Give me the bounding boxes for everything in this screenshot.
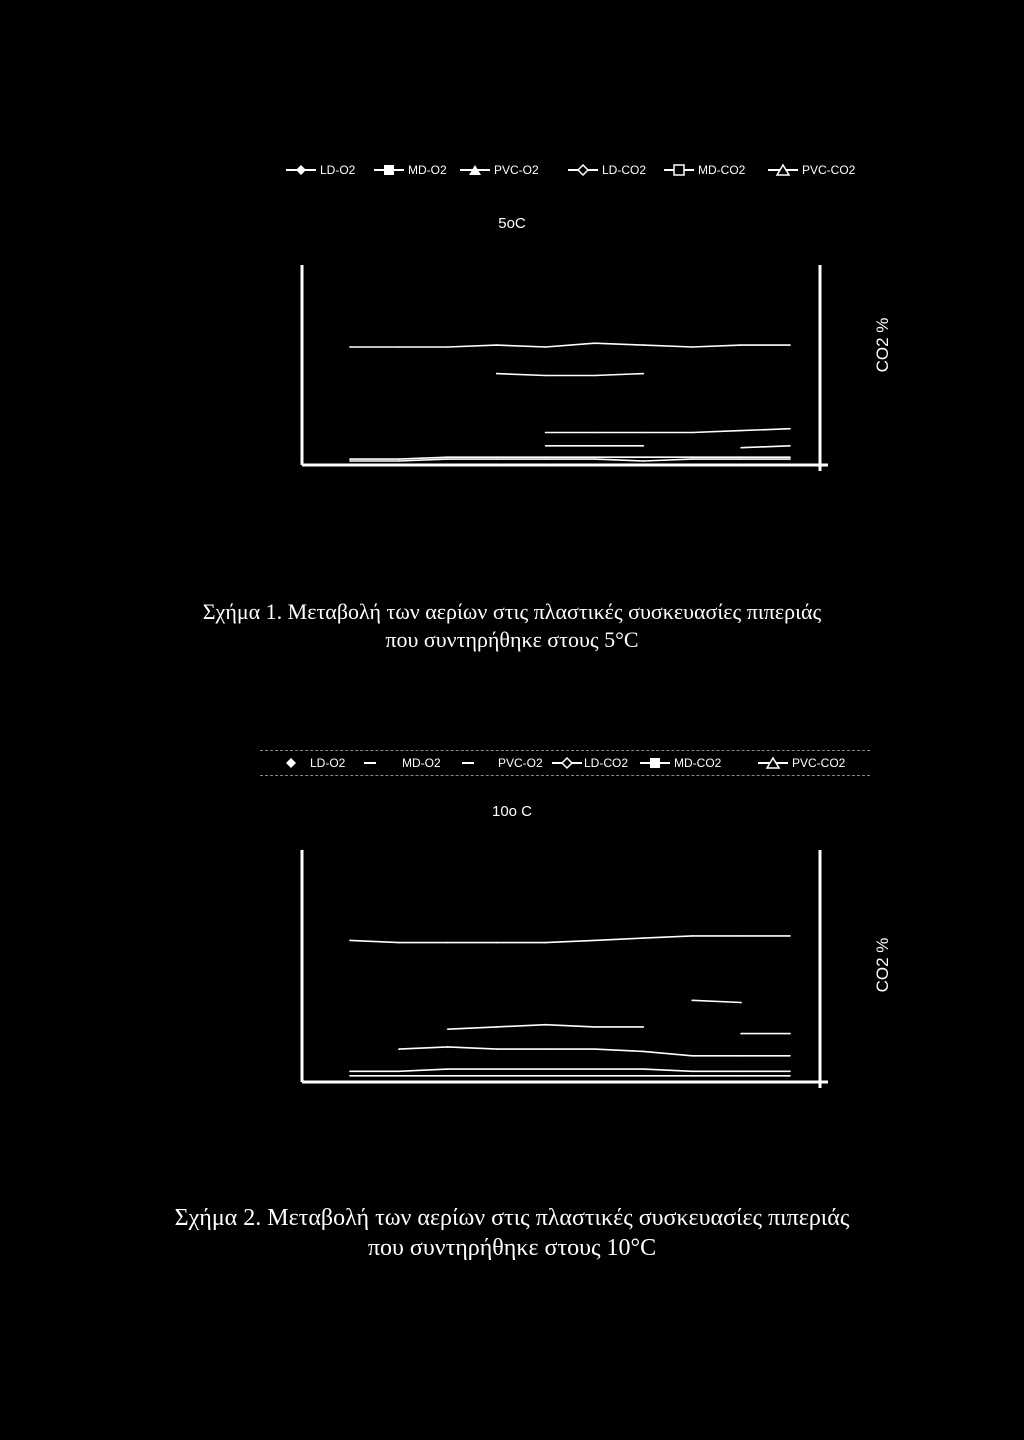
- legend-label: LD-O2: [320, 163, 356, 177]
- figure-1-legend: [0, 158, 1024, 182]
- series-line: [350, 936, 790, 943]
- figure-1-caption: [0, 598, 1024, 653]
- open-diamond-marker-icon: [552, 756, 582, 770]
- chart-2: [0, 840, 1024, 1100]
- legend-label: PVC-CO2: [802, 163, 856, 177]
- filled-triangle-marker-icon: [460, 163, 490, 177]
- series-md-o2: [496, 373, 644, 377]
- legend-label: MD-O2: [402, 756, 441, 770]
- series-ld-o2: [349, 935, 791, 943]
- series-line: [350, 459, 790, 461]
- filled-diamond-marker-icon: [284, 756, 298, 770]
- series-line: [741, 446, 790, 448]
- series-line: [497, 374, 644, 376]
- legend-label: PVC-O2: [494, 163, 539, 177]
- chart-1-title: 5oC: [498, 215, 526, 232]
- open-triangle-marker-icon: [758, 756, 788, 770]
- legend-label: PVC-CO2: [792, 756, 846, 770]
- figure-2-legend: [260, 750, 870, 776]
- chart-1: [0, 255, 1024, 495]
- dash-line-icon: [364, 756, 376, 770]
- caption-line-2: που συντηρήθηκε στους 5°C: [385, 626, 639, 652]
- series-pvc-o2: [447, 1024, 791, 1034]
- series-ld-co2: [398, 1046, 791, 1056]
- series-line: [350, 343, 790, 347]
- filled-diamond-marker-icon: [286, 163, 316, 177]
- series-line: [448, 1025, 644, 1030]
- open-square-marker-icon: [664, 163, 694, 177]
- legend-label: LD-O2: [310, 756, 346, 770]
- figure-2-caption: [0, 1203, 1024, 1263]
- caption-line-1: Σχήμα 1. Μεταβολή των αερίων στις πλαστικές συσκευασίες πιπεριάς: [202, 599, 822, 624]
- legend-label: LD-CO2: [584, 756, 629, 770]
- series-pvc-co2: [349, 1075, 791, 1077]
- legend-label: MD-O2: [408, 163, 447, 177]
- series-ld-o2: [349, 342, 791, 347]
- series-line: [399, 1047, 790, 1056]
- series-md-o2: [691, 1000, 741, 1004]
- series-pvc-o2: [545, 428, 791, 433]
- y2-axis-label: CO2 %: [873, 317, 892, 373]
- filled-square-marker-icon: [374, 163, 404, 177]
- caption-line-2: που συντηρήθηκε στους 10°C: [367, 1235, 657, 1261]
- legend-label: MD-CO2: [674, 756, 722, 770]
- series-line: [350, 1069, 790, 1071]
- legend-label: PVC-O2: [498, 756, 543, 770]
- y2-axis-label: CO2 %: [873, 937, 892, 993]
- series-line: [692, 1000, 741, 1002]
- open-diamond-marker-icon: [568, 163, 598, 177]
- legend-label: MD-CO2: [698, 163, 746, 177]
- filled-square-marker-icon: [640, 756, 670, 770]
- caption-line-1: Σχήμα 2. Μεταβολή των αερίων στις πλαστικές συσκευασίες πιπεριάς: [174, 1205, 850, 1231]
- dash-line-icon: [462, 756, 474, 770]
- series-line: [546, 429, 790, 433]
- series-ld-co2: [545, 445, 791, 449]
- legend-label: LD-CO2: [602, 163, 647, 177]
- chart-2-title: 10o C: [491, 803, 533, 820]
- open-triangle-marker-icon: [768, 163, 798, 177]
- series-md-co2: [349, 1068, 791, 1072]
